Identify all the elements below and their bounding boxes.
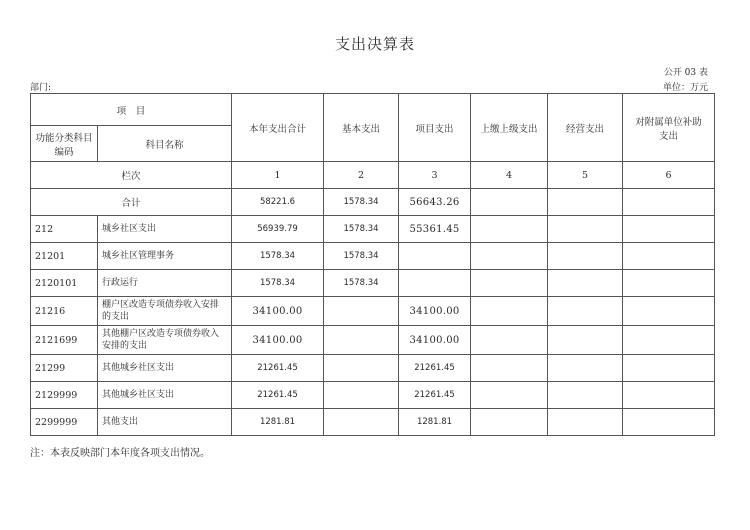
table-row <box>31 270 715 297</box>
row-code: 21201 <box>31 243 98 270</box>
row-total: 1281.81 <box>232 409 324 436</box>
expenditure-table <box>30 93 715 436</box>
total-project: 56643.26 <box>399 189 471 216</box>
row-basic: 1578.34 <box>324 243 399 270</box>
index-row <box>31 162 715 189</box>
row-project <box>399 270 471 297</box>
table-row <box>31 216 715 243</box>
row-basic: 1578.34 <box>324 270 399 297</box>
row-project: 21261.45 <box>399 355 471 382</box>
row-total: 1578.34 <box>232 270 324 297</box>
row-project <box>399 243 471 270</box>
footnote: 注：本表反映部门本年度各项支出情况。 <box>30 448 210 459</box>
table-row <box>31 382 715 409</box>
table-row <box>31 355 715 382</box>
index-num: 6 <box>623 162 715 189</box>
header-name: 科目名称 <box>98 126 232 162</box>
row-total: 34100.00 <box>232 297 324 326</box>
index-num: 2 <box>324 162 399 189</box>
row-name: 其他城乡社区支出 <box>98 382 232 409</box>
table-row <box>31 297 715 326</box>
row-name: 其他支出 <box>98 409 232 436</box>
index-num: 3 <box>399 162 471 189</box>
row-name: 行政运行 <box>98 270 232 297</box>
row-code: 2120101 <box>31 270 98 297</box>
header-col-subsidy: 对附属单位补助支出 <box>623 94 715 162</box>
row-code: 21299 <box>31 355 98 382</box>
total-sum: 58221.6 <box>232 189 324 216</box>
row-total: 34100.00 <box>232 326 324 355</box>
unit-label: 单位：万元 <box>662 83 708 93</box>
table-row <box>31 326 715 355</box>
row-name: 城乡社区管理事务 <box>98 243 232 270</box>
row-code: 21216 <box>31 297 98 326</box>
row-total: 21261.45 <box>232 355 324 382</box>
header-col-total: 本年支出合计 <box>232 94 324 162</box>
header-row-1 <box>31 94 715 126</box>
row-code: 2121699 <box>31 326 98 355</box>
row-basic <box>324 355 399 382</box>
row-project: 55361.45 <box>399 216 471 243</box>
row-code: 212 <box>31 216 98 243</box>
row-code: 2299999 <box>31 409 98 436</box>
index-label: 栏次 <box>31 162 232 189</box>
total-basic: 1578.34 <box>324 189 399 216</box>
row-total: 1578.34 <box>232 243 324 270</box>
department-label: 部门: <box>30 83 52 93</box>
row-total: 56939.79 <box>232 216 324 243</box>
total-row <box>31 189 715 216</box>
header-col-project: 项目支出 <box>399 94 471 162</box>
row-basic <box>324 409 399 436</box>
row-project: 34100.00 <box>399 297 471 326</box>
header-col-basic: 基本支出 <box>324 94 399 162</box>
row-total: 21261.45 <box>232 382 324 409</box>
header-item-group: 项 目 <box>31 94 232 126</box>
form-code: 公开 03 表 <box>663 68 708 78</box>
row-project: 1281.81 <box>399 409 471 436</box>
table-row <box>31 243 715 270</box>
index-num: 5 <box>548 162 623 189</box>
total-label: 合计 <box>31 189 232 216</box>
header-col-operating: 经营支出 <box>548 94 623 162</box>
row-project: 21261.45 <box>399 382 471 409</box>
header-code: 功能分类科目编码 <box>31 126 98 162</box>
row-basic <box>324 326 399 355</box>
row-basic <box>324 297 399 326</box>
table-row <box>31 409 715 436</box>
row-name: 其他城乡社区支出 <box>98 355 232 382</box>
row-project: 34100.00 <box>399 326 471 355</box>
row-code: 2129999 <box>31 382 98 409</box>
header-col-remit: 上缴上级支出 <box>471 94 548 162</box>
row-basic <box>324 382 399 409</box>
index-num: 1 <box>232 162 324 189</box>
row-name: 棚户区改造专项债券收入安排的支出 <box>98 297 232 326</box>
row-basic: 1578.34 <box>324 216 399 243</box>
row-name: 城乡社区支出 <box>98 216 232 243</box>
row-name: 其他棚户区改造专项债券收入安排的支出 <box>98 326 232 355</box>
page-title: 支出决算表 <box>334 35 415 53</box>
index-num: 4 <box>471 162 548 189</box>
